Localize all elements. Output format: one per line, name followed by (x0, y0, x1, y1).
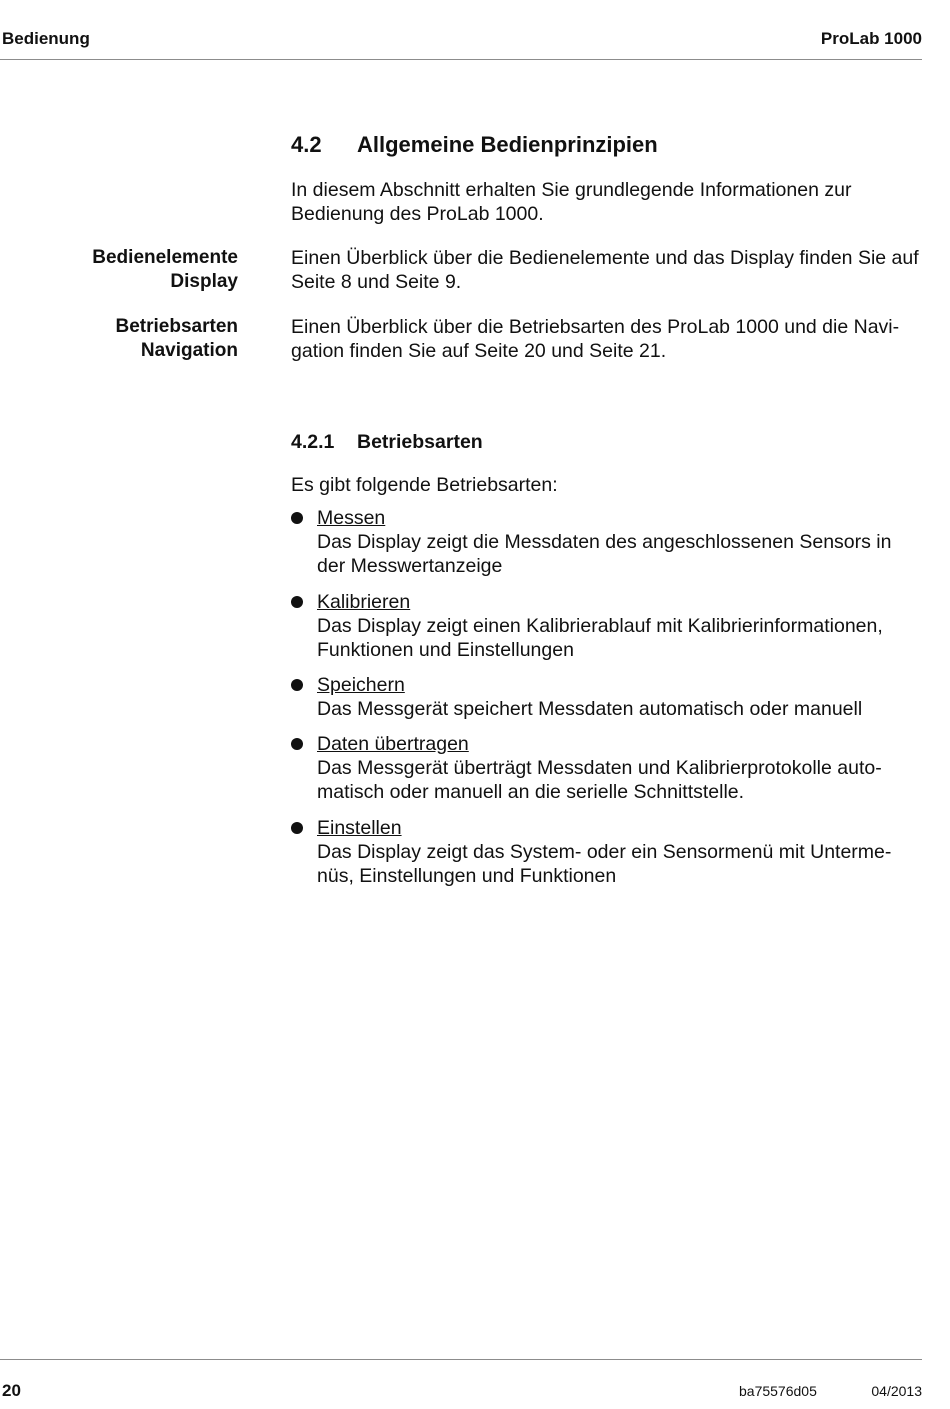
bullet-icon (291, 822, 303, 834)
bullet-icon (291, 679, 303, 691)
margin-label-line: Betriebsarten (115, 316, 238, 337)
list-item-kalibrieren (291, 590, 923, 662)
list-item-title: Daten übertragen (317, 733, 469, 755)
list-item-daten-uebertragen (291, 732, 923, 804)
margin-label-controls-display (92, 246, 238, 294)
subsection-number: 4.2.1 (291, 431, 335, 453)
running-header-product: ProLab 1000 (820, 29, 922, 48)
document-date: 04/2013 (871, 1383, 922, 1399)
list-item-description: Das Display zeigt die Messdaten des angeschlossenen Sensors in der Messwertanzeige (317, 531, 892, 577)
bullet-icon (291, 596, 303, 608)
list-item-title: Kalibrieren (317, 591, 411, 613)
subsection-title: Betriebsarten (357, 431, 483, 453)
paragraph-modes-navigation (291, 315, 923, 363)
document-id: ba75576d05 (739, 1383, 817, 1399)
subsection-heading (291, 430, 483, 454)
list-item-speichern (291, 673, 923, 721)
margin-label-modes-navigation (116, 315, 239, 363)
header-divider (0, 59, 922, 60)
list-item-description: Das Messgerät speichert Messdaten automatisch oder manuell (317, 698, 863, 720)
section-title: Allgemeine Bedienprinzipien (357, 132, 658, 157)
paragraph-controls-display: Einen Überblick über die Bedienelemente und das Display finden Sie auf Seite 8 und Seite 9. (291, 247, 919, 293)
running-header-section: Bedienung (2, 29, 90, 48)
list-item-description-line: matisch oder manuell an die serielle Schnittstelle. (317, 781, 745, 803)
list-item-description-line: Das Display zeigt das System- oder ein Sensormenü mit Unterme- (317, 841, 892, 863)
list-item-messen (291, 506, 923, 578)
list-item-einstellen (291, 816, 923, 888)
list-item-description: Das Display zeigt einen Kalibrierablauf mit Kalibrierinformationen, Funktionen und Einstellungen (317, 615, 883, 661)
margin-label-line: Navigation (140, 340, 238, 361)
bullet-icon (291, 512, 303, 524)
list-item-title: Messen (317, 507, 386, 529)
list-item-title: Speichern (317, 674, 405, 696)
page-number: 20 (2, 1381, 21, 1400)
list-intro: Es gibt folgende Betriebsarten: (291, 474, 558, 496)
list-item-title: Einstellen (317, 817, 402, 839)
paragraph-line: Einen Überblick über die Betriebsarten des ProLab 1000 und die Navi- (291, 316, 900, 338)
footer-divider (0, 1359, 922, 1360)
paragraph-line: gation finden Sie auf Seite 20 und Seite 21. (291, 340, 667, 362)
margin-label-line: Bedienelemente (92, 247, 238, 268)
list-item-description-line: Das Messgerät überträgt Messdaten und Kalibrierprotokolle auto- (317, 757, 882, 779)
section-number: 4.2 (291, 132, 322, 157)
section-heading (291, 131, 658, 159)
bullet-icon (291, 738, 303, 750)
margin-label-line: Display (170, 271, 238, 292)
list-item-description-line: nüs, Einstellungen und Funktionen (317, 865, 617, 887)
section-intro: In diesem Abschnitt erhalten Sie grundlegende Informationen zur Bedienung des ProLab 1000. (291, 179, 852, 225)
